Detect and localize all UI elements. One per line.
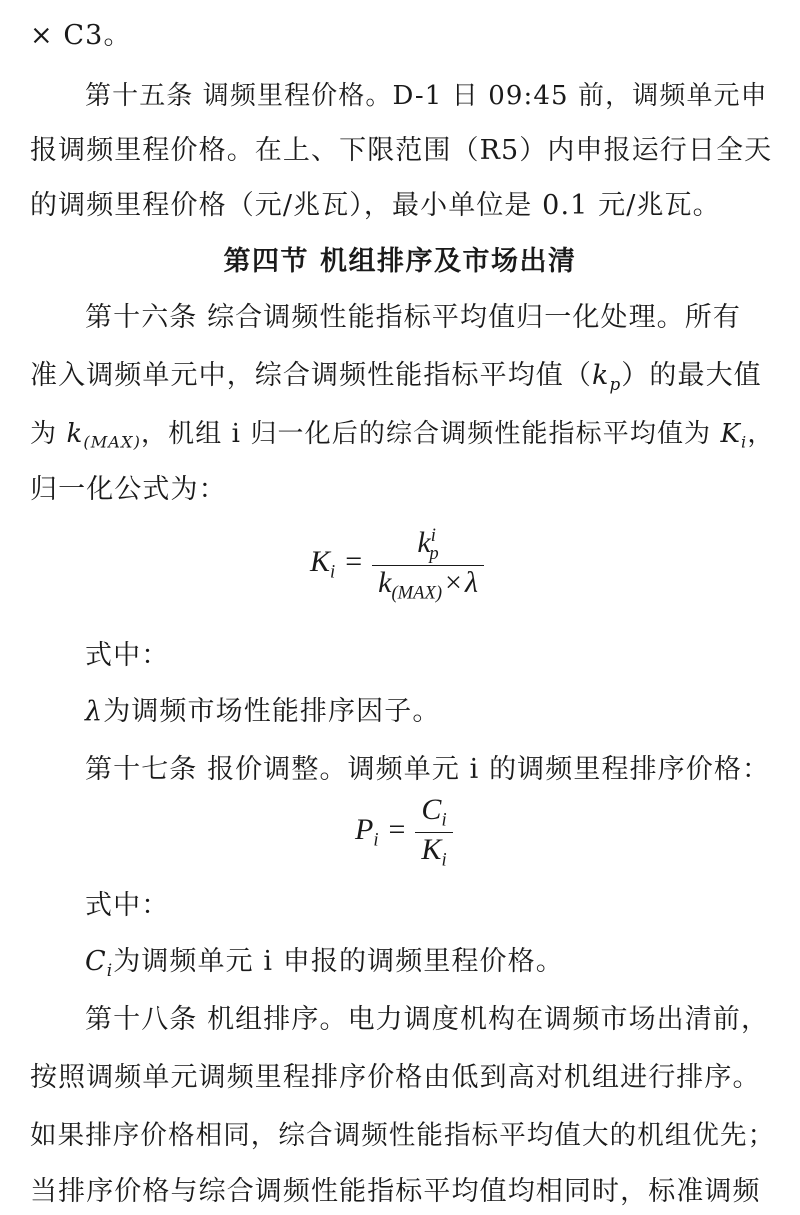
math-k-max: $k_{(MAX)}$ [66, 419, 141, 452]
article-17-line-1 [85, 752, 775, 788]
article-18-line-4 [30, 1174, 775, 1210]
where-label-2 [85, 888, 775, 924]
text-span: 第十八条 机组排序。电力调度机构在调频市场出清前， [85, 1004, 770, 1035]
text-span: ，机组 i 归一化后的综合调频性能指标平均值为 [141, 419, 721, 449]
fraction [372, 525, 484, 604]
text-span: ）的最大值 [621, 360, 762, 391]
article-16-line-3 [30, 416, 775, 461]
text-span: 第十七条 报价调整。调频单元 i 的调频里程排序价格： [85, 754, 771, 785]
article-16-line-2 [30, 358, 775, 402]
denominator: $K_i$ [421, 832, 447, 870]
fraction [415, 793, 452, 871]
text-span: 准入调频单元中，综合调频性能指标平均值（ [30, 360, 592, 391]
math-k: $k_p$ [592, 360, 622, 394]
text-span: 为调频单元 i 申报的调频里程价格。 [113, 946, 564, 977]
article-16-line-4 [30, 472, 775, 508]
math-K-i: $K_i$ [720, 419, 748, 452]
ranking-price-formula [355, 793, 453, 871]
article-18-line-3 [30, 1118, 775, 1154]
section-heading: 第四节 机组排序及市场出清 [223, 246, 577, 277]
math-C-i: $C_i$ [85, 946, 114, 980]
article-15-line-3 [30, 188, 775, 224]
math-lambda: λ [85, 696, 104, 727]
text-span: 按照调频单元调频里程排序价格由低到高对机组进行排序。 [30, 1062, 761, 1093]
text-span: × C3。 [30, 20, 132, 51]
equals-sign: = [388, 812, 406, 846]
text-line-1 [30, 18, 775, 54]
denominator: $k_{(MAX)} \times \lambda$ [378, 565, 478, 604]
lambda-definition [85, 694, 775, 730]
article-18-line-2 [30, 1060, 775, 1096]
article-15-line-2 [30, 133, 775, 169]
c-definition [85, 944, 775, 988]
text-span: ， [747, 419, 775, 449]
text-span: 第十五条 调频里程价格。D-1 日 09:45 前，调频单元申 [85, 81, 768, 111]
text-span: 的调频里程价格（元/兆瓦），最小单位是 0.1 元/兆瓦。 [30, 190, 721, 221]
text-span: 当排序价格与综合调频性能指标平均值均相同时，标准调频 [30, 1176, 761, 1207]
equals-sign: = [345, 545, 363, 579]
text-span: 如果排序价格相同，综合调频性能指标平均值大的机组优先； [30, 1120, 776, 1151]
text-span: 归一化公式为： [30, 474, 227, 505]
text-span: 报调频里程价格。在上、下限范围（R5）内申报运行日全天 [30, 135, 773, 166]
normalization-formula [310, 525, 484, 604]
formula-lhs: $K_i$ [310, 545, 336, 583]
numerator: $k^i_p$ [417, 525, 439, 564]
article-18-line-1 [85, 1002, 775, 1038]
text-span: 第十六条 综合调频性能指标平均值归一化处理。所有 [85, 302, 741, 333]
where-label-1 [85, 638, 775, 674]
numerator: $C_i$ [421, 793, 447, 831]
text-span: 为 [30, 419, 67, 449]
text-span: 式中： [85, 890, 170, 921]
article-15-line-1 [85, 78, 775, 114]
text-span: 式中： [85, 640, 170, 671]
formula-lhs: $P_i$ [355, 812, 379, 851]
article-16-line-1 [85, 300, 775, 336]
text-span: 为调频市场性能排序因子。 [103, 696, 441, 727]
